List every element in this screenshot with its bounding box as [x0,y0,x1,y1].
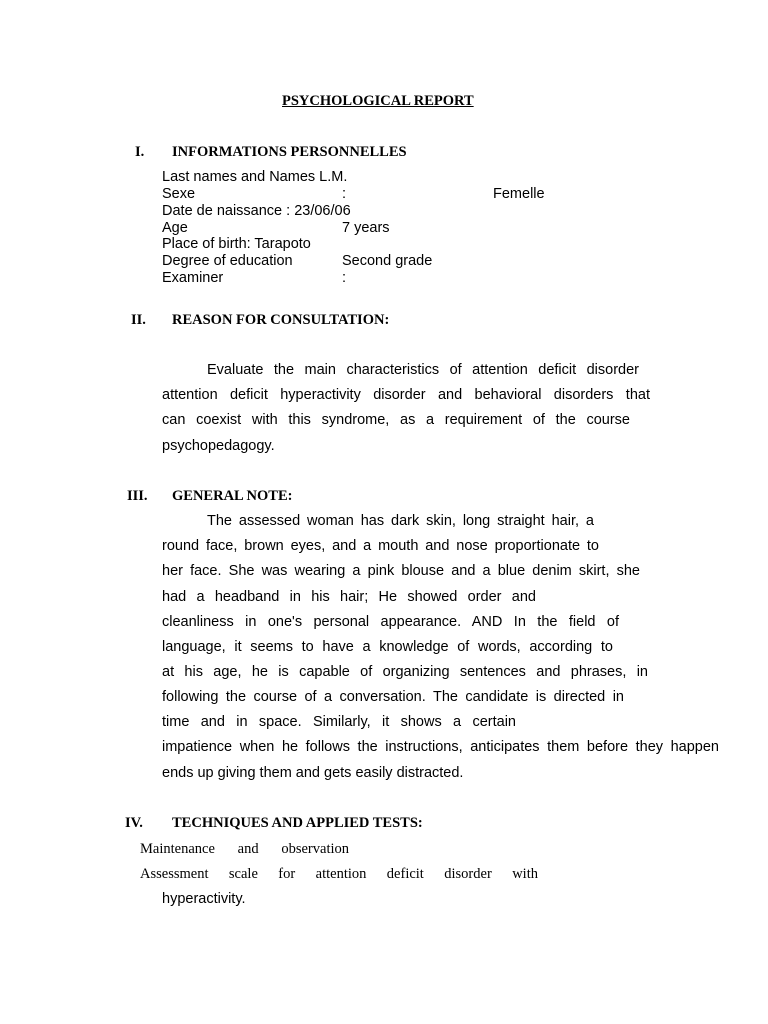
paragraph-line: time and in space. Similarly, it shows a certain [162,714,516,730]
field-education-label: Degree of education [162,253,293,269]
paragraph-line: can coexist with this syndrome, as a requirement of the course [162,412,630,428]
field-names: Last names and Names L.M. [162,169,348,185]
paragraph-line: at his age, he is capable of organizing sentences and phrases, in [162,664,648,680]
field-education-value: Second grade [342,253,433,269]
section-3-title: GENERAL NOTE: [172,488,293,504]
paragraph-line: Assessment scale for attention deficit disorder with [140,866,538,882]
paragraph-line: psychopedagogy. [162,438,275,454]
paragraph-line: ends up giving them and gets easily distracted. [162,765,464,781]
report-title: PSYCHOLOGICAL REPORT [282,93,474,109]
paragraph-line: cleanliness in one's personal appearance. AND In the field of [162,614,619,630]
paragraph-line: Maintenance and observation [140,841,349,857]
field-birth-date: Date de naissance : 23/06/06 [162,203,351,219]
paragraph-line: hyperactivity. [162,891,246,907]
section-2-title: REASON FOR CONSULTATION: [172,312,390,328]
paragraph-line: The assessed woman has dark skin, long straight hair, a [207,513,594,529]
field-examiner-separator: : [342,270,347,286]
paragraph-line: following the course of a conversation. The candidate is directed in [162,689,624,705]
field-examiner-label: Examiner [162,270,224,286]
field-age-value: 7 years [342,220,390,236]
section-1-title: INFORMATIONS PERSONNELLES [172,144,407,160]
paragraph-line: impatience when he follows the instructions, anticipates them before they happen [162,739,719,755]
paragraph-line: language, it seems to have a knowledge of words, according to [162,639,613,655]
field-age-label: Age [162,220,188,236]
field-sex-separator: : [342,186,347,202]
field-sex-value: Femelle [493,186,545,202]
section-4-title: TECHNIQUES AND APPLIED TESTS: [172,815,423,831]
paragraph-line: her face. She was wearing a pink blouse and a blue denim skirt, she [162,563,640,579]
section-3-number: III. [127,488,148,504]
section-4-number: IV. [125,815,143,831]
field-sex-label: Sexe [162,186,196,202]
section-2-number: II. [131,312,146,328]
paragraph-line: Evaluate the main characteristics of attention deficit disorder [207,362,639,378]
field-birthplace: Place of birth: Tarapoto [162,236,311,252]
paragraph-line: had a headband in his hair; He showed order and [162,589,536,605]
paragraph-line: attention deficit hyperactivity disorder and behavioral disorders that [162,387,650,403]
paragraph-line: round face, brown eyes, and a mouth and nose proportionate to [162,538,599,554]
section-1-number: I. [135,144,145,160]
